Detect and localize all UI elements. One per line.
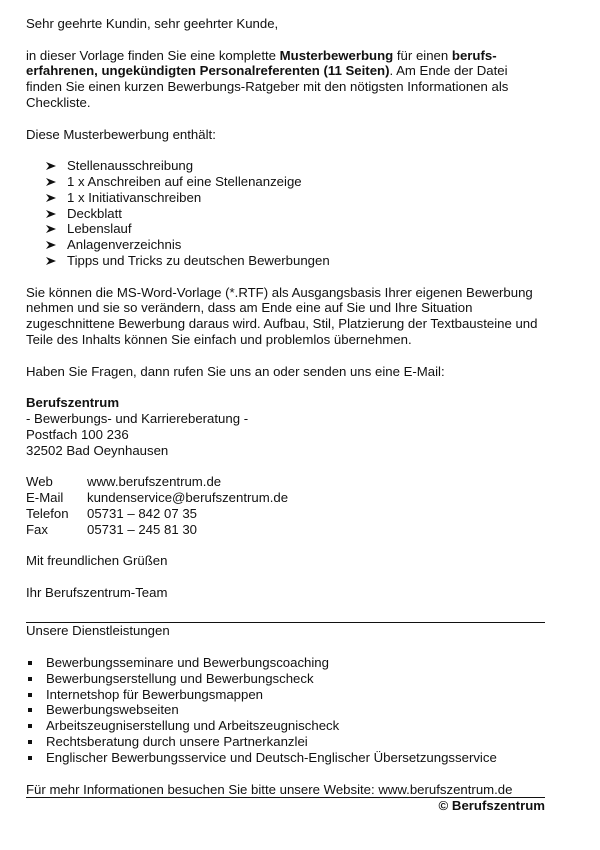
intro-text-1: in dieser Vorlage finden Sie eine komplette: [26, 47, 280, 63]
service-item: [26, 655, 546, 671]
square-bullet-icon: [28, 708, 32, 712]
square-bullet-icon: [28, 693, 32, 697]
signature: Ihr Berufszentrum-Team: [26, 584, 168, 600]
contents-list: [26, 158, 546, 269]
document-page: [26, 16, 546, 814]
copyright: © Berufszentrum: [438, 798, 545, 814]
service-item-label: Bewerbungswebseiten: [46, 702, 179, 718]
closing: Mit freundlichen Grüßen: [26, 553, 168, 569]
contact-row: [26, 506, 288, 522]
service-item-label: Bewerbungserstellung und Bewerbungscheck: [46, 670, 314, 686]
service-item-label: Englischer Bewerbungsservice und Deutsch-Englischer Übersetzungsservice: [46, 749, 497, 765]
contents-item: [26, 206, 546, 222]
contact-label: Fax: [26, 521, 48, 537]
service-item-label: Bewerbungsseminare und Bewerbungscoaching: [46, 655, 329, 671]
greeting: Sehr geehrte Kundin, sehr geehrter Kunde,: [26, 16, 279, 31]
services-heading: Unsere Dienstleistungen: [26, 623, 170, 639]
service-item: [26, 750, 546, 766]
company-address: [26, 395, 546, 458]
contact-row: [26, 490, 288, 506]
contact-row: [26, 474, 288, 490]
contents-item-label: Deckblatt: [67, 205, 122, 221]
arrow-bullet-icon: [46, 253, 60, 265]
services-list: [26, 655, 546, 766]
service-item: [26, 718, 546, 734]
intro-bold-2: berufs-erfahrenen, ungekündigten Personalreferenten (11 Seiten): [26, 47, 497, 79]
contact-value: 05731 – 245 81 30: [87, 521, 198, 537]
service-item-label: Internetshop für Bewerbungsmappen: [46, 686, 264, 702]
contents-item: [26, 190, 546, 206]
questions-paragraph: Haben Sie Fragen, dann rufen Sie uns an oder senden uns eine E-Mail:: [26, 363, 445, 379]
arrow-bullet-icon: [46, 158, 60, 170]
service-item: [26, 687, 546, 703]
contact-label: E-Mail: [26, 489, 64, 505]
contact-value[interactable]: www.berufszentrum.de: [87, 474, 222, 490]
contents-item-label: Tipps und Tricks zu deutschen Bewerbungen: [67, 252, 330, 268]
arrow-bullet-icon: [46, 174, 60, 186]
contents-item-label: Stellenausschreibung: [67, 158, 194, 174]
company-name-text: Berufszentrum: [26, 395, 120, 411]
contents-item-label: 1 x Anschreiben auf eine Stellenanzeige: [67, 173, 302, 189]
contents-item: [26, 237, 546, 253]
contents-item: [26, 253, 546, 269]
company-city: 32502 Bad Oeynhausen: [26, 442, 169, 458]
service-item: [26, 702, 546, 718]
contents-item: [26, 174, 546, 190]
company-postbox: Postfach 100 236: [26, 426, 129, 442]
arrow-bullet-icon: [46, 237, 60, 249]
intro-bold-1: Musterbewerbung: [279, 47, 394, 63]
contact-row: [26, 522, 288, 538]
square-bullet-icon: [28, 724, 32, 728]
footer-info-link[interactable]: Für mehr Informationen besuchen Sie bitte unsere Website: www.berufszentrum.de: [26, 781, 513, 797]
contents-item-label: Lebenslauf: [67, 221, 132, 237]
contents-item: [26, 221, 546, 237]
intro-text-3: . Am Ende der Datei finden Sie einen kurzen Bewerbungs-Ratgeber mit den nötigsten Informationen als Checkliste.: [26, 63, 509, 110]
square-bullet-icon: [28, 661, 32, 665]
contents-heading: Diese Musterbewerbung enthält:: [26, 126, 216, 142]
intro-paragraph: [26, 48, 546, 111]
service-item: [26, 734, 546, 750]
square-bullet-icon: [28, 740, 32, 744]
contents-item-label: 1 x Initiativanschreiben: [67, 189, 202, 205]
contact-label: Telefon: [26, 505, 69, 521]
usage-paragraph: Sie können die MS-Word-Vorlage (*.RTF) als Ausgangsbasis Ihrer eigenen Bewerbung nehmen und sie so verändern, dass am Ende eine auf Sie und Ihre Situation zugeschnittene Bewerbung daraus wird. Aufbau, Stil, Platzierung der Textbausteine und Teile des Inhalts können Sie einfach und problemlos übernehmen.: [26, 284, 538, 347]
contact-table: [26, 474, 288, 537]
contact-value: 05731 – 842 07 35: [87, 505, 198, 521]
company-tagline: - Bewerbungs- und Karriereberatung -: [26, 410, 249, 426]
service-item-label: Rechtsberatung durch unsere Partnerkanzlei: [46, 734, 308, 750]
service-item: [26, 671, 546, 687]
contact-label: Web: [26, 474, 53, 490]
square-bullet-icon: [28, 756, 32, 760]
contact-value[interactable]: kundenservice@berufszentrum.de: [87, 489, 289, 505]
contents-item-label: Anlagenverzeichnis: [67, 237, 182, 253]
service-item-label: Arbeitszeugniserstellung und Arbeitszeugnischeck: [46, 718, 340, 734]
square-bullet-icon: [28, 677, 32, 681]
contents-item: [26, 158, 546, 174]
arrow-bullet-icon: [46, 190, 60, 202]
intro-text-2: für einen: [393, 47, 452, 63]
arrow-bullet-icon: [46, 221, 60, 233]
company-name: [26, 395, 546, 411]
arrow-bullet-icon: [46, 206, 60, 218]
